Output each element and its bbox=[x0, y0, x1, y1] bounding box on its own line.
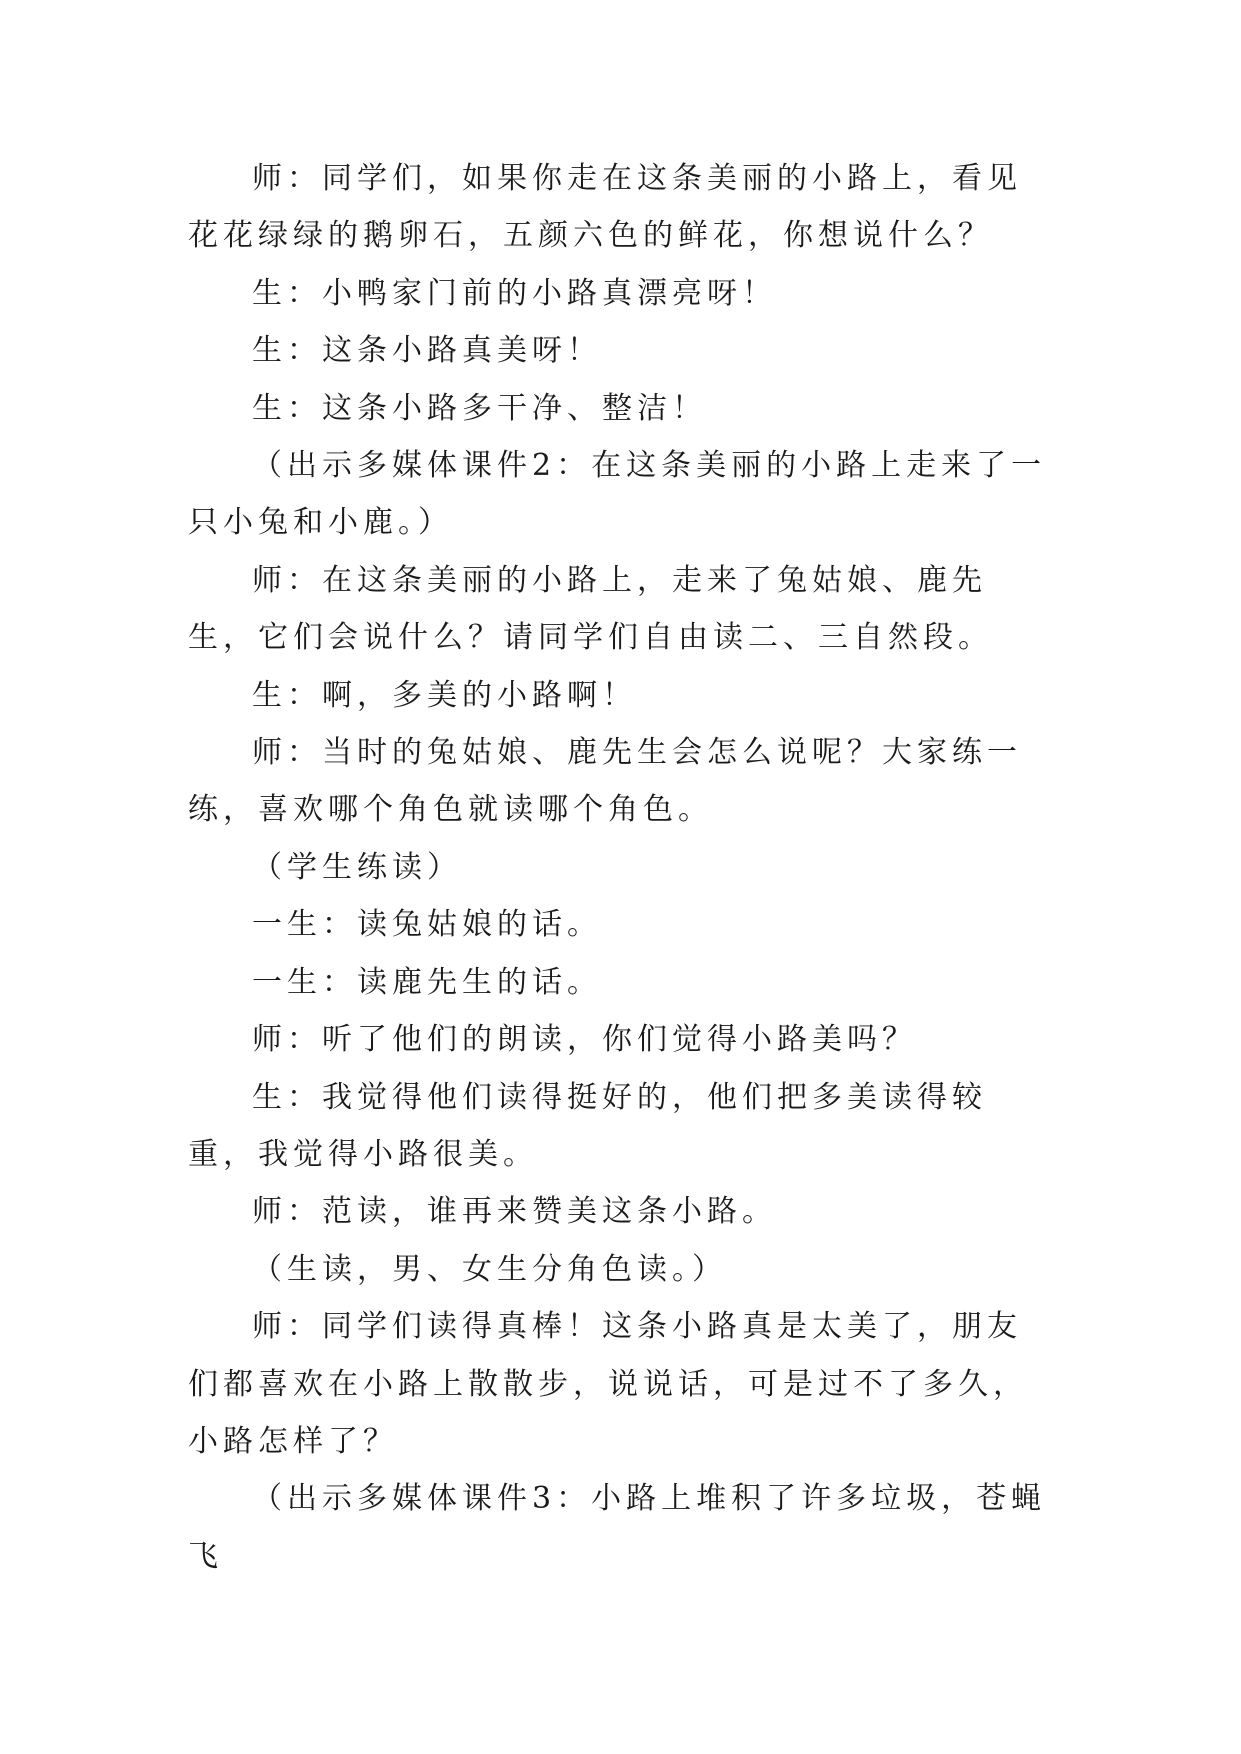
paragraph: 师：同学们读得真棒！这条小路真是太美了，朋友们都喜欢在小路上散散步，说说话，可是过不了多久，小路怎样了？ bbox=[188, 1309, 1028, 1459]
paragraph: 一生：读兔姑娘的话。 bbox=[252, 907, 602, 943]
paragraph: （出示多媒体课件3：小路上堆积了许多垃圾，苍蝇飞 bbox=[188, 1481, 1047, 1574]
paragraph: 师：同学们，如果你走在这条美丽的小路上，看见花花绿绿的鹅卵石，五颜六色的鲜花，你想说什么？ bbox=[188, 161, 1022, 254]
paragraph: 生：这条小路真美呀！ bbox=[252, 333, 602, 369]
paragraph: 一生：读鹿先生的话。 bbox=[252, 964, 602, 1000]
paragraph: 师：在这条美丽的小路上，走来了兔姑娘、鹿先生，它们会说什么？请同学们自由读二、三自然段。 bbox=[188, 562, 993, 656]
paragraph: 师：当时的兔姑娘、鹿先生会怎么说呢？大家练一练，喜欢哪个角色就读哪个角色。 bbox=[188, 735, 1022, 828]
paragraph: 师：听了他们的朗读，你们觉得小路美吗？ bbox=[252, 1022, 917, 1058]
paragraph: 生：啊，多美的小路啊！ bbox=[252, 677, 637, 713]
paragraph: 生：小鸭家门前的小路真漂亮呀！ bbox=[252, 275, 777, 311]
paragraph: （生读，男、女生分角色读。） bbox=[252, 1251, 727, 1287]
paragraph: 生：我觉得他们读得挺好的，他们把多美读得较重，我觉得小路很美。 bbox=[188, 1079, 987, 1172]
paragraph: 生：这条小路多干净、整洁！ bbox=[252, 390, 707, 426]
paragraph: （学生练读） bbox=[252, 849, 462, 885]
paragraph: （出示多媒体课件2：在这条美丽的小路上走来了一只小兔和小鹿。） bbox=[188, 448, 1047, 541]
paragraph: 师：范读，谁再来赞美这条小路。 bbox=[252, 1194, 777, 1230]
document-page bbox=[188, 150, 1052, 1585]
